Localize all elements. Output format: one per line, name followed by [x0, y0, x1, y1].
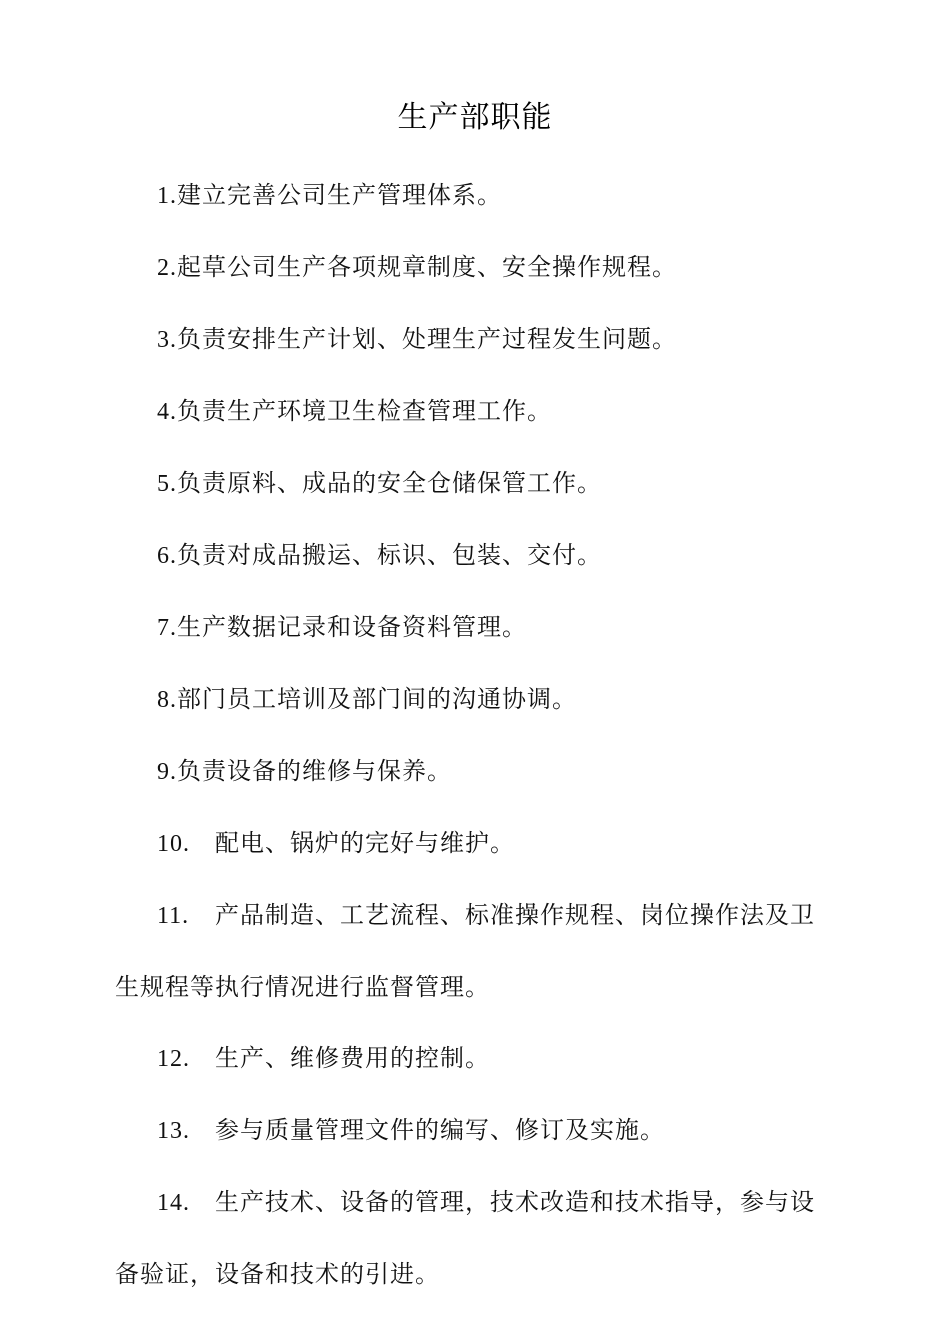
item-text: 生产、维修费用的控制。 [215, 1044, 490, 1072]
item-text: 生产技术、设备的管理，技术改造和技术指导，参与设备验证，设备和技术的引进。 [115, 1188, 815, 1288]
list-item [115, 448, 835, 520]
item-number: 3. [157, 327, 177, 353]
list-item [115, 880, 835, 1023]
item-text: 负责生产环境卫生检查管理工作。 [177, 397, 552, 425]
page-title: 生产部职能 [397, 100, 553, 135]
list-item [115, 1167, 835, 1310]
list-item [115, 592, 835, 664]
item-number: 10. [157, 831, 190, 857]
item-text: 产品制造、工艺流程、标准操作规程、岗位操作法及卫生规程等执行情况进行监督管理。 [115, 901, 815, 1001]
list-item [115, 736, 835, 808]
list-item [115, 808, 835, 880]
item-text: 参与质量管理文件的编写、修订及实施。 [215, 1116, 665, 1144]
list-item [115, 520, 835, 592]
list-item [115, 376, 835, 448]
item-text: 生产数据记录和设备资料管理。 [177, 613, 527, 641]
item-text: 部门员工培训及部门间的沟通协调。 [177, 685, 577, 713]
item-text: 负责原料、成品的安全仓储保管工作。 [177, 469, 602, 497]
list-item [115, 664, 835, 736]
list-item [115, 1023, 835, 1095]
list-item [115, 1095, 835, 1167]
item-number: 4. [157, 399, 177, 425]
item-text: 负责安排生产计划、处理生产过程发生问题。 [177, 325, 677, 353]
item-text: 负责设备的维修与保养。 [177, 757, 452, 785]
item-number: 12. [157, 1046, 190, 1072]
item-text: 负责对成品搬运、标识、包装、交付。 [177, 541, 602, 569]
item-number: 5. [157, 471, 177, 497]
item-number: 1. [157, 183, 177, 209]
list-item [115, 304, 835, 376]
list-item [115, 160, 835, 232]
item-number: 11. [157, 903, 190, 929]
list-item [115, 232, 835, 304]
item-text: 建立完善公司生产管理体系。 [177, 181, 502, 209]
item-number: 14. [157, 1190, 190, 1216]
item-number: 9. [157, 759, 177, 785]
item-number: 7. [157, 615, 177, 641]
item-number: 13. [157, 1118, 190, 1144]
item-number: 6. [157, 543, 177, 569]
item-number: 8. [157, 687, 177, 713]
function-list [115, 160, 835, 1310]
item-text: 起草公司生产各项规章制度、安全操作规程。 [177, 253, 677, 281]
item-number: 2. [157, 255, 177, 281]
item-text: 配电、锅炉的完好与维护。 [215, 829, 515, 857]
